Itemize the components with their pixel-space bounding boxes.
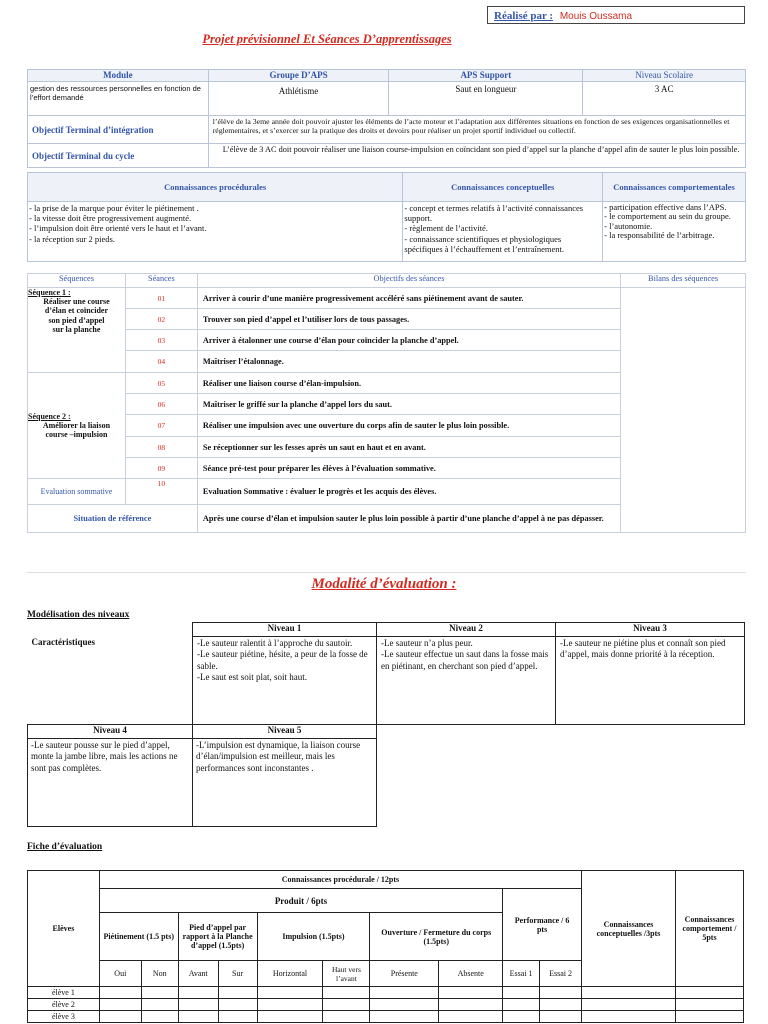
eleves-header: Elèves — [28, 871, 100, 987]
seance-obj: Evaluation Sommative : évaluer le progrès et les acquis des élèves. — [197, 479, 620, 505]
sub-header: Essai 2 — [540, 961, 582, 987]
seance-num: 07 — [125, 415, 197, 437]
level-text: -Le sauteur n’a plus peur. -Le sauteur effectue un saut dans la fosse mais en piétinant, en cherchant son pied d’appel. — [377, 637, 556, 725]
col-groupe: Groupe D’APS — [208, 70, 389, 82]
module-table — [27, 69, 746, 168]
seance-num: 04 — [125, 351, 197, 373]
levels-heading: Modélisation des niveaux — [27, 610, 130, 620]
sub-header: Présente — [370, 961, 439, 987]
seq2-cell — [28, 373, 126, 479]
seance-num: 02 — [125, 309, 197, 330]
niveau-value: 3 AC — [583, 82, 746, 116]
author-name: Mouis Oussama — [559, 11, 633, 22]
seance-obj: Trouver son pied d’appel et l’utiliser lors de tous passages. — [197, 309, 620, 330]
seance-obj: Maîtriser le griffé sur la planche d’appel lors du saut. — [197, 394, 620, 415]
seance-num: 10 — [125, 479, 197, 505]
col-seances: Séances — [125, 274, 197, 288]
level-header: Niveau 4 — [28, 725, 193, 739]
student-name: élève 2 — [28, 999, 100, 1011]
seance-obj: Séance pré-test pour préparer les élèves à l’évaluation sommative. — [197, 458, 620, 479]
criterion-header: Impulsion (1.5pts) — [257, 913, 370, 961]
bilan-cell — [621, 288, 746, 533]
sequences-table — [27, 273, 746, 533]
list-item: - l’autonomie. — [604, 220, 653, 231]
list-item: - concept et termes relatifs à l’activité connaissances support. — [404, 203, 584, 224]
produit-header: Produit / 6pts — [99, 889, 502, 913]
seance-obj: Réaliser une impulsion avec une ouverture du corps afin de sauter le plus loin possible. — [197, 415, 620, 437]
eval-label: Evaluation sommative — [28, 479, 126, 505]
sub-header: Oui — [99, 961, 141, 987]
sub-header: Haut vers l’avant — [323, 961, 370, 987]
list-item: - participation effective dans l’APS. — [604, 202, 727, 212]
proc-list — [28, 202, 403, 262]
seance-num: 06 — [125, 394, 197, 415]
author-box — [487, 6, 745, 24]
page-title: Projet prévisionnel Et Séances D’apprentissages — [202, 32, 452, 46]
oti-label: Objectif Terminal d’intégration — [28, 116, 209, 144]
realise-label: Réalisé par : — [494, 10, 554, 22]
seance-obj: Arriver à courir d’une manière progressivement accéléré sans piétinement avant de sauter. — [197, 288, 620, 309]
list-item: - l’impulsion doit être orienté vers le haut et l’avant. — [29, 223, 207, 234]
seance-num: 08 — [125, 437, 197, 458]
seance-num: 09 — [125, 458, 197, 479]
level-header: Niveau 2 — [377, 623, 556, 637]
level-text: -Le sauteur ralentit à l’approche du sautoir. -Le sauteur piétine, hésite, a peur de la fosse de sable. -Le saut est soit plat, soit haut. — [193, 637, 377, 725]
seance-obj: Se réceptionner sur les fesses après un saut en haut et en avant. — [197, 437, 620, 458]
criterion-header: Ouverture / Fermeture du corps (1.5pts) — [370, 913, 503, 961]
student-name: élève 3 — [28, 1011, 100, 1023]
seance-obj: Maîtriser l’étalonnage. — [197, 351, 620, 373]
concept-header: Connaissances conceptuelles /3pts — [582, 871, 676, 987]
sub-header: Horizontal — [257, 961, 323, 987]
seq2-title: Séquence 2 : — [28, 411, 71, 421]
student-name: élève 1 — [28, 987, 100, 999]
knowledge-table — [27, 172, 746, 262]
concept-list — [403, 202, 603, 262]
level-text: -Le sauteur pousse sur le pied d’appel, monte la jambe libre, mais les actions ne sont pas complètes. — [28, 739, 193, 827]
list-item: - règlement de l’activité. — [404, 223, 488, 234]
list-item: - le comportement au sein du groupe. — [604, 211, 731, 222]
col-obj: Objectifs des séances — [197, 274, 620, 288]
caract-label: Caractéristiques — [31, 636, 95, 647]
list-item: - connaissance scientifiques et physiologiques spécifiques à l’échauffement et l’entraînement. — [404, 233, 565, 254]
seq1-title: Séquence 1 : — [28, 288, 71, 297]
seance-num: 05 — [125, 373, 197, 394]
sub-header: Absente — [439, 961, 503, 987]
col-module: Module — [28, 70, 209, 82]
seq1-cell — [28, 288, 126, 373]
list-item: - la prise de la marque pour éviter le piétinement . — [29, 203, 199, 213]
list-item: - la responsabilité de l’arbitrage. — [604, 230, 715, 241]
levels-table — [27, 622, 745, 827]
eval-title: Modalité d’évaluation : — [311, 576, 457, 592]
proc-title: Connaissances procédurales — [28, 173, 403, 202]
sub-header: Avant — [178, 961, 218, 987]
performance-header: Performance / 6 pts — [503, 889, 582, 961]
seance-num: 03 — [125, 330, 197, 351]
criterion-header: Piétinement (1.5 pts) — [99, 913, 178, 961]
level-header: Niveau 5 — [193, 725, 377, 739]
empty-cell — [28, 623, 193, 637]
col-seq: Séquences — [28, 274, 126, 288]
seq1-text: Réaliser une course d’élan et coïncider son pied d’appel sur la planche — [43, 297, 110, 334]
situation-text: Après une course d’élan et impulsion sauter le plus loin possible à partir d’une planche d’appel à ne pas dépasser. — [197, 505, 620, 533]
comport-list — [603, 202, 746, 262]
sub-header: Essai 1 — [503, 961, 540, 987]
otc-label: Objectif Terminal du cycle — [28, 144, 209, 168]
level-header: Niveau 3 — [556, 623, 745, 637]
otc-text: L’élève de 3 AC doit pouvoir réaliser une liaison course-impulsion en coïncidant son pied d’appel sur la planche d’appel afin de sauter le plus loin possible. — [208, 144, 745, 168]
comport-title: Connaissances comportementales — [603, 173, 746, 202]
seance-num: 01 — [125, 288, 197, 309]
col-niveau: Niveau Scolaire — [583, 70, 746, 82]
list-item: - la vitesse doit être progressivement augmenté. — [29, 213, 192, 224]
empty-cell — [377, 725, 745, 739]
sub-header: Sur — [218, 961, 257, 987]
level-text: -L’impulsion est dynamique, la liaison course d’élan/impulsion est meilleur, mais les performances sont inconstantes . — [193, 739, 377, 827]
col-bilan: Bilans des séquences — [621, 274, 746, 288]
comport-header: Connaissances comportement / 5pts — [675, 871, 743, 987]
situation-label: Situation de référence — [28, 505, 198, 533]
sub-header: Non — [141, 961, 178, 987]
divider — [27, 572, 746, 573]
groupe-value: Athlétisme — [208, 82, 389, 116]
empty-cell — [377, 739, 745, 827]
proc-header: Connaissances procédurale / 12pts — [99, 871, 581, 889]
level-header: Niveau 1 — [193, 623, 377, 637]
concept-title: Connaissances conceptuelles — [403, 173, 603, 202]
criterion-header: Pied d’appel par rapport à la Planche d’appel (1.5pts) — [178, 913, 257, 961]
aps-value: Saut en longueur — [389, 82, 583, 116]
module-value: gestion des ressources personnelles en fonction de l’effort demandé — [28, 82, 209, 116]
list-item: - la réception sur 2 pieds. — [29, 233, 115, 244]
level-text: -Le sauteur ne piétine plus et connaît son pied d’appel, mais donne priorité à la réception. — [556, 637, 745, 725]
fiche-heading: Fiche d’évaluation — [27, 842, 103, 852]
grading-table — [27, 870, 744, 1023]
seance-obj: Réaliser une liaison course d’élan-impulsion. — [197, 373, 620, 394]
seq2-text: Améliorer la liaison course –impulsion — [42, 420, 111, 440]
col-aps: APS Support — [389, 70, 583, 82]
oti-text: l’élève de la 3eme année doit pouvoir ajuster les éléments de l’acte moteur et l’adaptation aux différentes situations en fonction de ses exigences organisationnelles et réglementaires, et s’exercer sur la pratique des droits et devoirs pour réaliser un projet sportif individuel ou collectif. — [208, 116, 745, 144]
seance-obj: Arriver à étalonner une course d’élan pour coïncider la planche d’appel. — [197, 330, 620, 351]
